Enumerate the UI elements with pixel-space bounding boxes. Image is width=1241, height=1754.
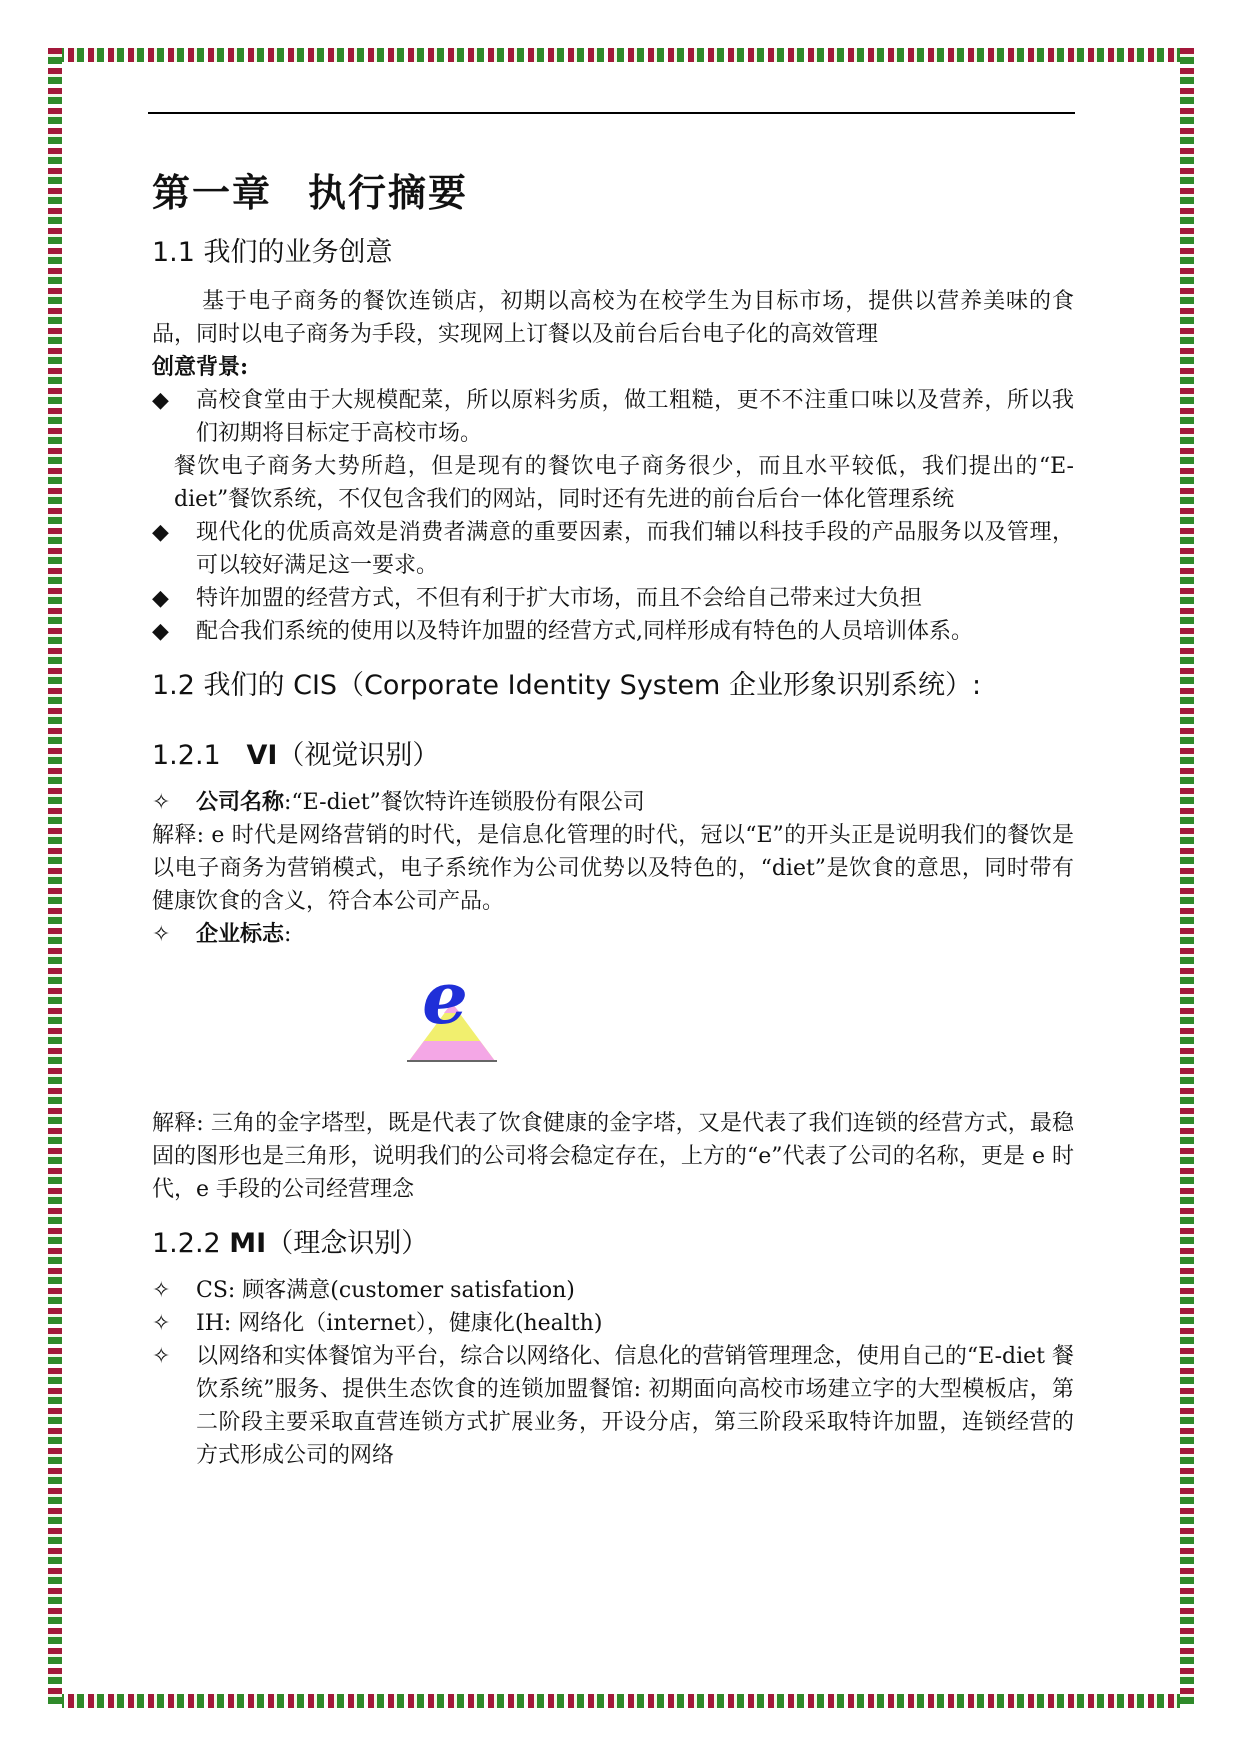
bullet-text: 配合我们系统的使用以及特许加盟的经营方式,同样形成有特色的人员培训体系。 bbox=[196, 619, 973, 644]
bullet-text: 高校食堂由于大规模配菜，所以原料劣质，做工粗糙，更不不注重口味以及营养，所以我们初期将目标定于高校市场。 bbox=[196, 388, 1074, 446]
list-item bbox=[152, 786, 1074, 819]
intro-paragraph: 基于电子商务的餐饮连锁店，初期以高校为在校学生为目标市场，提供以营养美味的食品，同时以电子商务为手段，实现网上订餐以及前台后台电子化的高效管理 bbox=[152, 289, 1074, 347]
header-rule bbox=[148, 112, 1075, 114]
chapter-number: 第一章 bbox=[152, 170, 273, 215]
diamond-bullet-icon: ◆ bbox=[152, 586, 169, 611]
background-label: 创意背景: bbox=[152, 354, 249, 380]
diamond-bullet-icon: ◆ bbox=[152, 520, 169, 545]
logo-letter: e bbox=[422, 965, 468, 1040]
heading-acronym: MI bbox=[229, 1228, 267, 1259]
logo-label: 企业标志 bbox=[196, 921, 285, 947]
bullet-text: IH: 网络化（internet），健康化(health) bbox=[196, 1311, 603, 1336]
heading-text: （理念识别） bbox=[266, 1228, 429, 1259]
section-1-2-2-heading bbox=[152, 1222, 1074, 1266]
bullet-text: CS: 顾客满意(customer satisfation) bbox=[196, 1278, 575, 1303]
star-bullet-icon: ✧ bbox=[152, 1278, 171, 1303]
diamond-bullet-icon: ◆ bbox=[152, 388, 169, 413]
list-item bbox=[152, 516, 1074, 582]
list-item bbox=[152, 918, 1074, 951]
logo-label-colon: : bbox=[284, 922, 292, 947]
bullet-text: 现代化的优质高效是消费者满意的重要因素，而我们辅以科技手段的产品服务以及管理，可以较好满足这一要求。 bbox=[196, 520, 1074, 578]
heading-number: 1.2.1 bbox=[152, 740, 221, 771]
background-paragraph: 餐饮电子商务大势所趋，但是现有的餐饮电子商务很少，而且水平较低，我们提出的“E-diet”餐饮系统，不仅包含我们的网站，同时还有先进的前台后台一体化管理系统 bbox=[174, 454, 1074, 512]
page-border-right bbox=[1180, 48, 1194, 1708]
list-item bbox=[152, 582, 1074, 615]
bullet-text: 特许加盟的经营方式，不但有利于扩大市场，而且不会给自己带来过大负担 bbox=[196, 586, 923, 611]
list-item bbox=[152, 1340, 1074, 1472]
star-bullet-icon: ✧ bbox=[152, 1344, 171, 1369]
logo-explanation: 解释: 三角的金字塔型，既是代表了饮食健康的金字塔，又是代表了我们连锁的经营方式，最稳固的图形也是三角形，说明我们的公司将会稳定存在，上方的“e”代表了公司的名称，更是 e 时代，e 手段的公司经营理念 bbox=[152, 1111, 1074, 1202]
page-border-left bbox=[48, 48, 62, 1708]
company-name-value: :“E-diet”餐饮特许连锁股份有限公司 bbox=[284, 790, 645, 815]
page-border-bottom bbox=[48, 1694, 1194, 1708]
list-item bbox=[152, 384, 1074, 450]
star-bullet-icon: ✧ bbox=[152, 922, 171, 947]
chapter-name: 执行摘要 bbox=[308, 170, 469, 215]
chapter-title bbox=[152, 162, 1074, 217]
logo-area bbox=[152, 957, 1074, 1097]
diamond-bullet-icon: ◆ bbox=[152, 619, 169, 644]
heading-text: （视觉识别） bbox=[277, 740, 440, 771]
section-1-2-1-heading bbox=[152, 734, 1074, 778]
star-bullet-icon: ✧ bbox=[152, 1311, 171, 1336]
company-name-explanation: 解释: e 时代是网络营销的时代，是信息化管理的时代，冠以“E”的开头正是说明我们的餐饮是以电子商务为营销模式，电子系统作为公司优势以及特色的，“diet”是饮食的意思，同时带有健康饮食的含义，符合本公司产品。 bbox=[152, 823, 1074, 914]
section-1-1-heading: 1.1 我们的业务创意 bbox=[152, 237, 393, 268]
document-body bbox=[152, 150, 1074, 1472]
heading-acronym: VI bbox=[246, 740, 278, 771]
section-1-2-heading: 1.2 我们的 CIS（Corporate Identity System 企业形象识别系统）: bbox=[152, 670, 982, 701]
list-item bbox=[152, 1307, 1074, 1340]
list-item bbox=[152, 1274, 1074, 1307]
list-item bbox=[152, 615, 1074, 648]
heading-number: 1.2.2 bbox=[152, 1228, 221, 1259]
page-border-top bbox=[48, 48, 1194, 62]
star-bullet-icon: ✧ bbox=[152, 790, 171, 815]
company-logo-icon bbox=[397, 965, 507, 1065]
company-name-label: 公司名称 bbox=[196, 789, 285, 815]
logo-pyramid-base bbox=[409, 1041, 495, 1061]
bullet-text: 以网络和实体餐馆为平台，综合以网络化、信息化的营销管理理念，使用自己的“E-diet 餐饮系统”服务、提供生态饮食的连锁加盟餐馆: 初期面向高校市场建立字的大型模板店，第二阶段主要采取直营连锁方式扩展业务，开设分店，第三阶段采取特许加盟，连锁经营的方式形成公司的网络 bbox=[196, 1344, 1074, 1468]
